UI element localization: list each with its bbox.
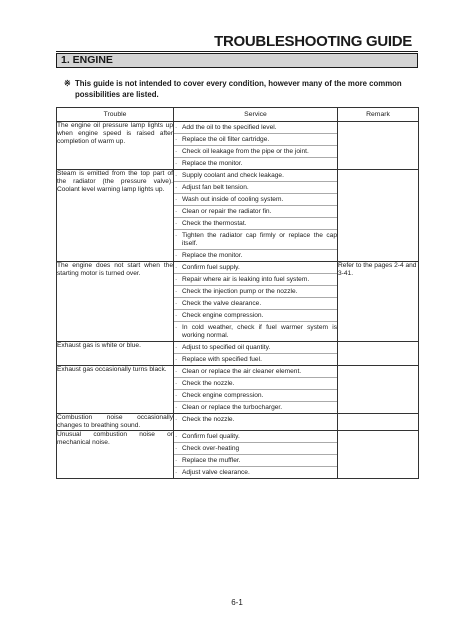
service-text: Repair where air is leaking into fuel system. <box>182 276 310 283</box>
page-title: TROUBLESHOOTING GUIDE <box>214 33 412 50</box>
table-row <box>57 366 419 414</box>
service-text: Check the thermostat. <box>182 220 247 227</box>
service-cell <box>174 366 338 414</box>
table-row <box>57 262 419 342</box>
remark-cell <box>338 414 419 431</box>
remark-cell <box>338 170 419 262</box>
service-item <box>174 122 337 134</box>
column-header-remark: Remark <box>338 108 419 122</box>
service-text: Check the injection pump or the nozzle. <box>182 288 298 295</box>
service-text: Check the valve clearance. <box>182 300 262 307</box>
note-text: This guide is not intended to cover every condition, however many of the more common possibilities are listed. <box>75 79 402 99</box>
service-text: Adjust fan belt tension. <box>182 184 249 191</box>
trouble-cell: Unusual combustion noise or mechanical noise. <box>57 431 174 479</box>
table-row <box>57 342 419 366</box>
service-text: Replace with specified fuel. <box>182 356 262 363</box>
bullet-icon: · <box>175 356 178 363</box>
bullet-icon: · <box>175 469 178 476</box>
bullet-icon: · <box>175 288 178 295</box>
service-text: Check oil leakage from the pipe or the joint. <box>182 148 309 155</box>
service-cell <box>174 170 338 262</box>
bullet-icon: · <box>175 312 178 319</box>
service-cell <box>174 122 338 170</box>
service-item <box>174 467 337 478</box>
bullet-icon: · <box>175 196 178 203</box>
service-text: Confirm fuel supply. <box>182 264 240 271</box>
service-text: Supply coolant and check leakage. <box>182 172 284 179</box>
service-item <box>174 342 337 354</box>
remark-cell <box>338 342 419 366</box>
bullet-icon: · <box>175 445 178 452</box>
service-text: In cold weather, check if fuel warmer system is working normal. <box>182 324 337 339</box>
bullet-icon: · <box>175 300 178 307</box>
service-text: Clean or repair the radiator fin. <box>182 208 272 215</box>
troubleshooting-table <box>56 107 419 479</box>
table-header-row <box>57 108 419 122</box>
service-text: Confirm fuel quality. <box>182 433 240 440</box>
bullet-icon: · <box>175 172 178 179</box>
service-text: Check over-heating <box>182 445 240 452</box>
service-item <box>174 146 337 158</box>
bullet-icon: · <box>175 433 178 440</box>
service-cell <box>174 414 338 431</box>
bullet-icon: · <box>175 232 178 239</box>
section-heading: 1. ENGINE <box>56 53 418 68</box>
remark-cell <box>338 366 419 414</box>
service-item <box>174 310 337 322</box>
trouble-cell: The engine does not start when the starting motor is turned over. <box>57 262 174 342</box>
service-item <box>174 322 337 341</box>
service-item <box>174 455 337 467</box>
bullet-icon: · <box>175 368 178 375</box>
service-text: Tighten the radiator cap firmly or replace the cap itself. <box>182 232 337 247</box>
bullet-icon: · <box>175 220 178 227</box>
service-item <box>174 158 337 169</box>
page-number: 6-1 <box>231 598 243 607</box>
service-item <box>174 402 337 413</box>
service-text: Replace the monitor. <box>182 252 243 259</box>
service-item <box>174 431 337 443</box>
service-item <box>174 218 337 230</box>
service-text: Clean or replace the air cleaner element. <box>182 368 302 375</box>
bullet-icon: · <box>175 208 178 215</box>
service-item <box>174 298 337 310</box>
service-item <box>174 134 337 146</box>
bullet-icon: · <box>175 457 178 464</box>
table-row <box>57 414 419 431</box>
service-item <box>174 443 337 455</box>
service-text: Check engine compression. <box>182 392 264 399</box>
service-text: Wash out inside of cooling system. <box>182 196 284 203</box>
service-item <box>174 414 337 425</box>
service-item <box>174 194 337 206</box>
bullet-icon: · <box>175 416 178 423</box>
service-item <box>174 230 337 250</box>
trouble-cell: Combustion noise occasionally changes to breathing sound. <box>57 414 173 429</box>
service-cell <box>174 342 338 366</box>
bullet-icon: · <box>175 344 178 351</box>
service-text: Replace the monitor. <box>182 160 243 167</box>
service-item <box>174 390 337 402</box>
service-item <box>174 250 337 261</box>
trouble-cell: Steam is emitted from the top part of the radiator (the pressure valve). Coolant level warning lamp lights up. <box>57 170 174 262</box>
service-cell <box>174 262 338 342</box>
bullet-icon: · <box>175 252 178 259</box>
bullet-icon: · <box>175 160 178 167</box>
service-text: Add the oil to the specified level. <box>182 124 277 131</box>
bullet-icon: · <box>175 148 178 155</box>
service-item <box>174 262 337 274</box>
service-item <box>174 366 337 378</box>
bullet-icon: · <box>175 184 178 191</box>
bullet-icon: · <box>175 136 178 143</box>
bullet-icon: · <box>175 380 178 387</box>
bullet-icon: · <box>175 392 178 399</box>
trouble-cell: Exhaust gas occasionally turns black. <box>57 366 174 414</box>
service-item <box>174 274 337 286</box>
service-text: Adjust to specified oil quantity. <box>182 344 271 351</box>
title-rule <box>56 51 418 52</box>
bullet-icon: · <box>175 124 178 131</box>
table-row <box>57 170 419 262</box>
service-text: Replace the oil filter cartridge. <box>182 136 270 143</box>
trouble-cell: The engine oil pressure lamp lights up when engine speed is raised after completion of warm up. <box>57 122 174 170</box>
note-mark-icon: ※ <box>64 79 71 88</box>
service-text: Adjust valve clearance. <box>182 469 250 476</box>
service-item <box>174 170 337 182</box>
service-item <box>174 354 337 365</box>
service-item <box>174 182 337 194</box>
bullet-icon: · <box>175 404 178 411</box>
remark-cell: Refer to the pages 2-4 and 3-41. <box>338 262 419 342</box>
bullet-icon: · <box>175 324 178 331</box>
service-text: Check the nozzle. <box>182 380 235 387</box>
service-text: Replace the muffler. <box>182 457 241 464</box>
service-item <box>174 378 337 390</box>
bullet-icon: · <box>175 276 178 283</box>
remark-cell <box>338 122 419 170</box>
trouble-cell: Exhaust gas is white or blue. <box>57 342 174 366</box>
service-item <box>174 286 337 298</box>
service-text: Check engine compression. <box>182 312 264 319</box>
remark-cell <box>338 431 419 479</box>
service-text: Clean or replace the turbocharger. <box>182 404 283 411</box>
service-item <box>174 206 337 218</box>
bullet-icon: · <box>175 264 178 271</box>
table-row <box>57 122 419 170</box>
column-header-trouble: Trouble <box>57 108 174 122</box>
column-header-service: Service <box>174 108 338 122</box>
service-cell <box>174 431 338 479</box>
table-row <box>57 431 419 479</box>
intro-note <box>64 78 416 100</box>
service-text: Check the nozzle. <box>182 416 235 423</box>
